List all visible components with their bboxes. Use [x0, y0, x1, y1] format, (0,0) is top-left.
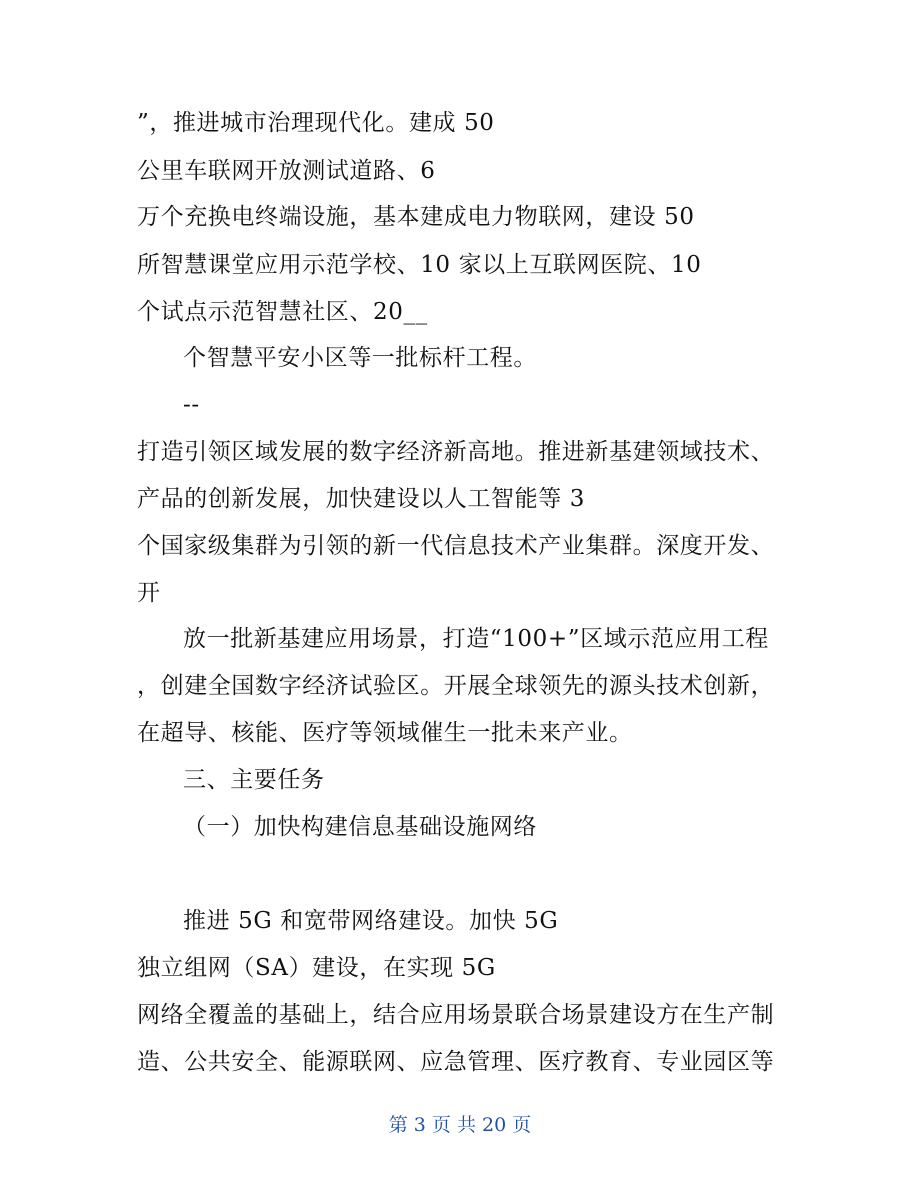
- text-line: 打造引领区域发展的数字经济新高地。推进新基建领域技术、: [137, 439, 775, 465]
- text-line: --: [183, 392, 200, 418]
- subsection-heading: （一）加快构建信息基础设施网络: [183, 814, 537, 840]
- text-line: 个国家级集群为引领的新一代信息技术产业集群。深度开发、: [137, 533, 775, 559]
- text-line: 产品的创新发展，加快建设以人工智能等 3: [137, 486, 585, 512]
- text-line: 个智慧平安小区等一批标杆工程。: [183, 345, 537, 371]
- text-line: 网络全覆盖的基础上，结合应用场景联合场景建设方在生产制: [137, 1002, 775, 1028]
- text-line: 独立组网（SA）建设，在实现 5G: [137, 955, 496, 981]
- text-line: 造、公共安全、能源联网、应急管理、医疗教育、专业园区等: [137, 1049, 775, 1075]
- text-line: 公里车联网开放测试道路、6: [137, 158, 436, 184]
- text-line: 在超导、核能、医疗等领域催生一批未来产业。: [137, 720, 633, 746]
- page-number-footer: 第 3 页 共 20 页: [388, 1114, 532, 1136]
- text-line: 个试点示范智慧社区、20__: [137, 299, 428, 325]
- section-heading: 三、主要任务: [183, 767, 325, 793]
- text-line: 放一批新基建应用场景，打造“100+”区域示范应用工程: [183, 626, 769, 652]
- text-line: ”，推进城市治理现代化。建成 50: [137, 110, 495, 136]
- text-line: 推进 5G 和宽带网络建设。加快 5G: [183, 908, 559, 934]
- text-line: 所智慧课堂应用示范学校、10 家以上互联网医院、10: [137, 252, 702, 278]
- text-line: 开: [137, 580, 161, 606]
- text-line: ，创建全国数字经济试验区。开展全球领先的源头技术创新，: [137, 673, 775, 699]
- text-line: 万个充换电终端设施，基本建成电力物联网，建设 50: [137, 204, 695, 230]
